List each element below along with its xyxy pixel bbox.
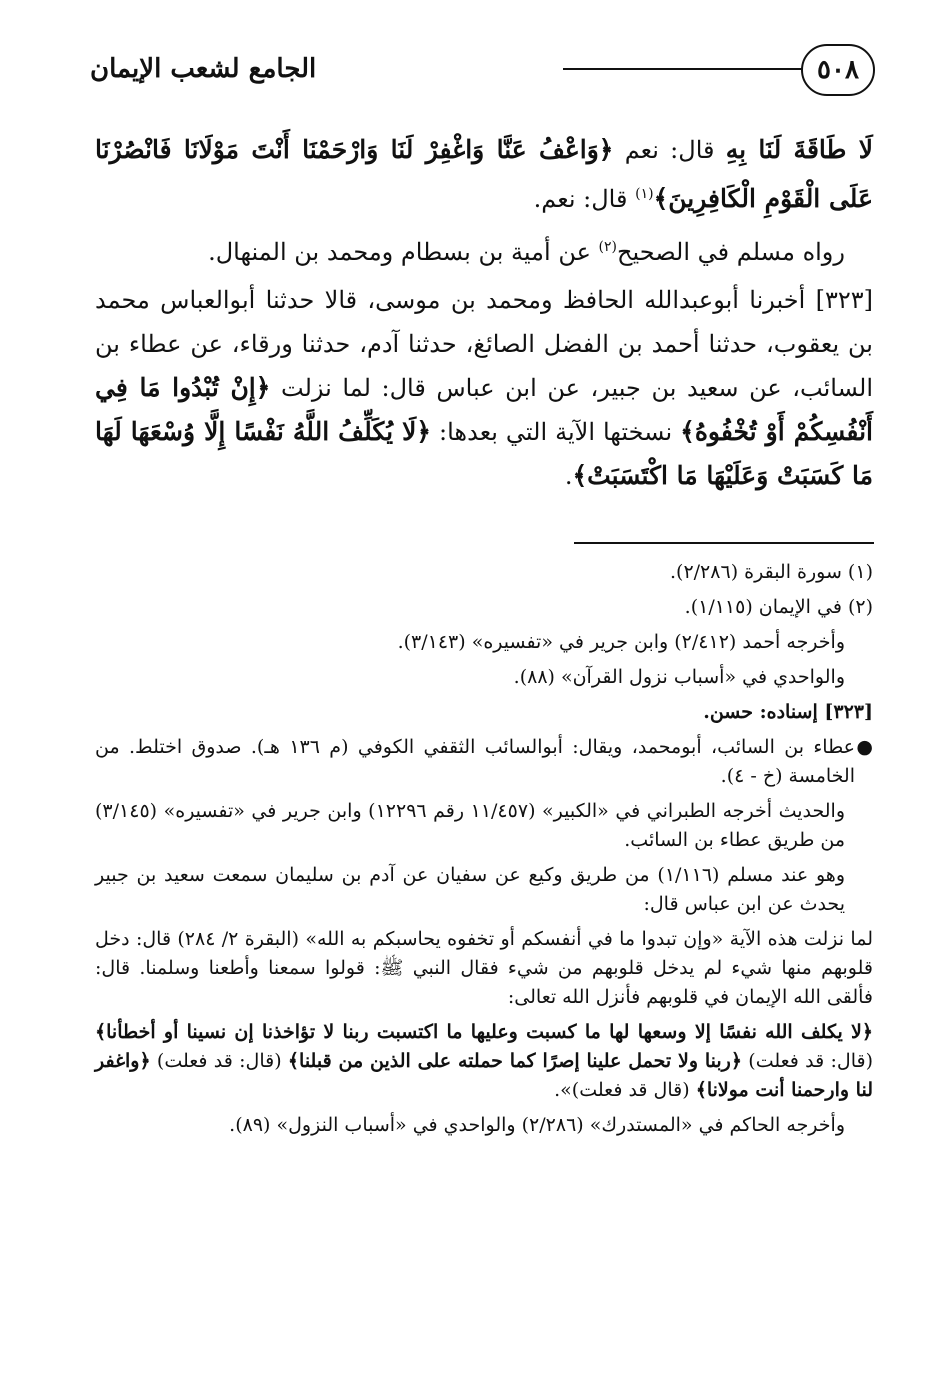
footnote-narrator (95, 733, 873, 791)
footnote-rule (574, 542, 874, 544)
footnote-1: (١) سورة البقرة (٢/٢٨٦). (670, 561, 873, 583)
text: قال: نعم. (533, 185, 636, 213)
quran-verse: ﴿واغفر لنا وارحمنا أنت مولانا﴾ (95, 1050, 873, 1101)
page-number: ٥٠٨ (801, 44, 875, 96)
footnote-paragraph (95, 1018, 873, 1105)
page-header (90, 44, 875, 104)
text: قال: نعم (613, 136, 726, 164)
footnote-ref: (١) (635, 186, 654, 202)
text: رواه مسلم في الصحيح (617, 238, 845, 266)
text: . (564, 462, 573, 490)
text: (قال: قد فعلت) (150, 1050, 288, 1072)
text: نسختها الآية التي بعدها: (431, 418, 681, 446)
paragraph-1 (95, 128, 873, 221)
main-text (95, 128, 873, 502)
text: [٣٢٣] أخبرنا أبوعبدالله الحافظ ومحمد بن موسى، قالا حدثنا أبوالعباس محمد بن يعقوب، حدثنا أحمد بن الفضل الصائغ، حدثنا آدم، حدثنا ورقاء، عن عطاء بن السائب، عن سعيد بن جبير، عن ابن عباس قال: لما نزلت (95, 286, 873, 402)
quran-verse: ﴿لا يكلف الله نفسًا إلا وسعها لها ما كسبت وعليها ما اكتسبت ربنا لا تؤاخذنا إن نسينا أو أخطأنا﴾ (95, 1021, 873, 1043)
quran-verse: ﴿إِنْ تُبْدُوا مَا فِي أَنْفُسِكُمْ أَوْ تُخْفُوهُ﴾ (95, 373, 873, 446)
text: (قال: قد فعلت) (742, 1050, 873, 1072)
header-rule (563, 68, 803, 70)
footnote-ref: (٢) (598, 239, 617, 255)
text: عن أمية بن بسطام ومحمد بن المنهال. (208, 238, 599, 266)
paragraph-3 (95, 278, 873, 498)
paragraph-2 (95, 225, 873, 274)
footnote-paragraph: وأخرجه الحاكم في «المستدرك» (٢/٢٨٦) والواحدي في «أسباب النزول» (٨٩). (229, 1114, 845, 1136)
footnotes (95, 558, 873, 1146)
footnote-paragraph: لما نزلت هذه الآية «وإن تبدوا ما في أنفسكم أو تخفوه يحاسبكم به الله» (البقرة ٢/ ٢٨٤) قال: دخل قلوبهم منها شيء لم يدخل قلوبهم من شيء فقال النبي ﷺ: قولوا سمعنا وأطعنا وسلمنا. قال: فألقى الله الإيمان في قلوبهم فأنزل الله تعالى: (95, 928, 873, 1008)
text: (قال قد فعلت)». (554, 1079, 696, 1101)
footnote-paragraph: والحديث أخرجه الطبراني في «الكبير» (١١/٤٥٧ رقم ١٢٢٩٦) وابن جرير في «تفسيره» (٣/١٤٥) من طريق عطاء بن السائب. (95, 800, 846, 851)
book-title: الجامع لشعب الإيمان (90, 54, 317, 84)
text: عطاء بن السائب، أبومحمد، ويقال: أبوالسائب الثقفي الكوفي (م ١٣٦ هـ). صدوق اختلط. من الخامسة (خ - ٤). (95, 736, 855, 787)
footnote-2: (٢) في الإيمان (١/١١٥). (684, 596, 873, 618)
quran-verse: ﴿وَاعْفُ عَنَّا وَاغْفِرْ لَنَا وَارْحَمْنَا أَنْتَ مَوْلَانَا فَانْصُرْنَا عَلَى الْقَوْمِ الْكَافِرِينَ﴾ (95, 135, 873, 213)
footnote-2-extra: والواحدي في «أسباب نزول القرآن» (٨٨). (513, 666, 845, 688)
bullet-icon: ● (856, 736, 873, 758)
quran-verse: ﴿ربنا ولا تحمل علينا إصرًا كما حملته على الذين من قبلنا﴾ (287, 1050, 742, 1072)
quran-verse: ﴿لَا يُكَلِّفُ اللَّهُ نَفْسًا إِلَّا وُسْعَهَا لَهَا مَا كَسَبَتْ وَعَلَيْهَا مَا اكْتَسَبَتْ﴾ (95, 417, 873, 490)
quran-verse: لَا طَاقَةَ لَنَا بِهِ (725, 135, 873, 164)
footnote-2-extra: وأخرجه أحمد (٢/٤١٢) وابن جرير في «تفسيره» (٣/١٤٣). (397, 631, 845, 653)
footnote-323-heading: [٣٢٣] إسناده: حسن. (703, 701, 873, 723)
footnote-paragraph: وهو عند مسلم (١/١١٦) من طريق وكيع عن سفيان عن آدم بن سليمان سمعت سعيد بن جبير يحدث عن ابن عباس قال: (95, 864, 845, 915)
